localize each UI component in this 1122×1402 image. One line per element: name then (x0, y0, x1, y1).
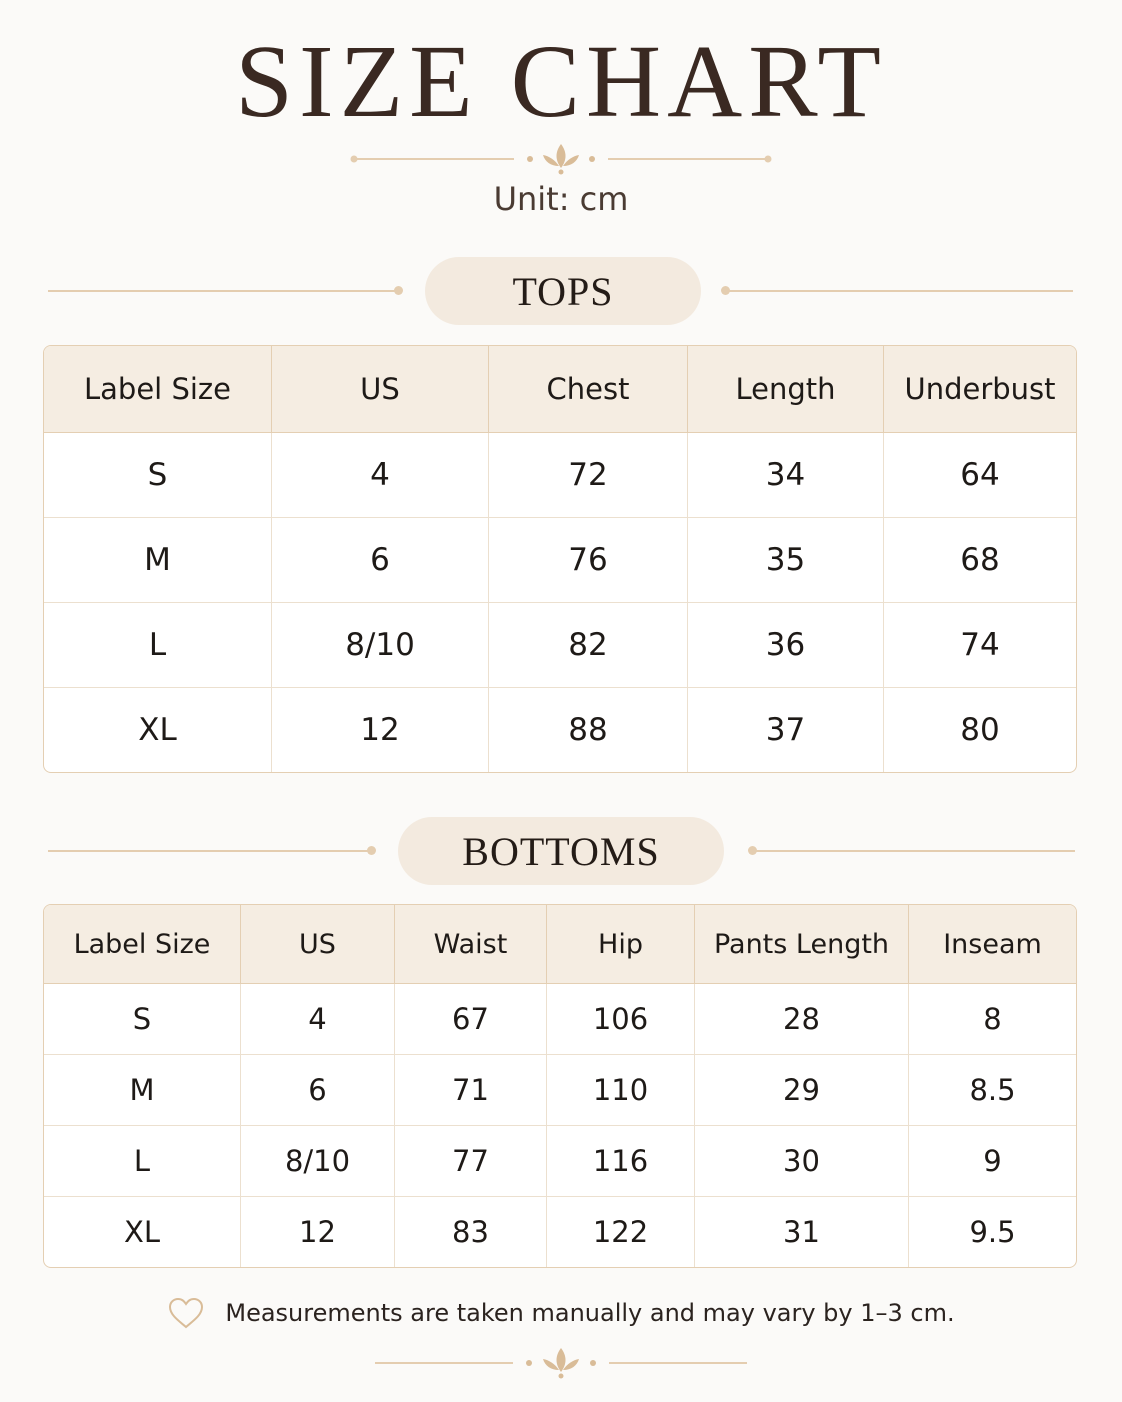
bottoms-heading: BOTTOMS (398, 817, 724, 885)
column-header: Waist (395, 905, 547, 984)
divider-dot (394, 286, 403, 295)
table-cell: 6 (272, 518, 489, 603)
tops-size-table (43, 345, 1077, 773)
table-cell: 122 (547, 1197, 695, 1267)
flourish-icon (371, 1346, 751, 1380)
table-row (44, 1126, 1076, 1197)
table-cell: 4 (241, 984, 395, 1055)
table-cell: 80 (960, 712, 1000, 748)
table-row (44, 1055, 1076, 1126)
divider-dot (367, 846, 376, 855)
table-cell: 8/10 (241, 1126, 395, 1197)
table-cell: 74 (884, 603, 1076, 688)
bottoms-size-table (43, 904, 1077, 1268)
table-cell: 8/10 (272, 603, 489, 688)
table-cell: 71 (395, 1055, 547, 1126)
table-header-row (44, 346, 1076, 433)
flourish-icon (346, 142, 776, 176)
table-row (44, 603, 1076, 688)
table-cell: 4 (272, 433, 489, 518)
divider-line (48, 850, 370, 852)
table-cell: XL (44, 1197, 241, 1267)
table-cell: 8.5 (909, 1055, 1076, 1126)
table-cell: 12 (272, 688, 489, 772)
table-cell: 83 (395, 1197, 547, 1267)
table-cell: XL (44, 688, 272, 772)
column-header: Inseam (909, 905, 1076, 984)
bottom-ornament-divider (0, 1346, 1122, 1380)
table-cell: 88 (489, 688, 688, 772)
column-header: Pants Length (695, 905, 909, 984)
divider-line (753, 850, 1075, 852)
page-title: SIZE CHART (235, 24, 887, 139)
table-cell: 36 (688, 603, 884, 688)
bottoms-section-heading (0, 817, 1122, 885)
table-header-row (44, 905, 1076, 984)
table-cell: 67 (395, 984, 547, 1055)
table-cell: 34 (688, 433, 884, 518)
table-cell: 72 (489, 433, 688, 518)
table-row (44, 518, 1076, 603)
table-row (44, 688, 1076, 772)
top-ornament-divider (0, 142, 1122, 176)
table-cell: 82 (489, 603, 688, 688)
heart-outline-icon (167, 1296, 205, 1330)
table-cell: 8 (909, 984, 1076, 1055)
divider-line (726, 290, 1073, 292)
table-cell: 76 (489, 518, 688, 603)
column-header: US (241, 905, 395, 984)
column-header: US (272, 346, 489, 433)
table-cell: 116 (547, 1126, 695, 1197)
table-cell: 31 (695, 1197, 909, 1267)
table-cell: 30 (695, 1126, 909, 1197)
table-cell: 68 (884, 518, 1076, 603)
table-cell: 28 (695, 984, 909, 1055)
table-cell: L (44, 1126, 241, 1197)
table-cell: L (44, 603, 272, 688)
table-cell: M (44, 1055, 241, 1126)
note-text: Measurements are taken manually and may vary by 1–3 cm. (225, 1299, 955, 1327)
table-cell: 77 (395, 1126, 547, 1197)
table-cell: 110 (547, 1055, 695, 1126)
table-cell: 9 (909, 1126, 1076, 1197)
tops-section-heading (0, 257, 1122, 325)
table-row (44, 433, 1076, 518)
table-cell: M (44, 518, 272, 603)
column-header: Label Size (44, 905, 241, 984)
table-cell: 35 (688, 518, 884, 603)
table-cell: 12 (241, 1197, 395, 1267)
table-cell: 29 (695, 1055, 909, 1126)
column-header: Label Size (44, 346, 272, 433)
divider-line (48, 290, 398, 292)
table-cell: 9.5 (969, 1215, 1016, 1249)
table-cell: S (44, 984, 241, 1055)
table-cell: 64 (884, 433, 1076, 518)
column-header: Chest (489, 346, 688, 433)
table-cell: 37 (688, 688, 884, 772)
tops-heading: TOPS (425, 257, 701, 325)
unit-label: Unit: cm (493, 180, 629, 218)
table-row (44, 984, 1076, 1055)
column-header: Underbust (884, 346, 1076, 433)
table-cell: 106 (547, 984, 695, 1055)
column-header: Length (688, 346, 884, 433)
column-header: Hip (547, 905, 695, 984)
table-cell: 6 (241, 1055, 395, 1126)
table-row (44, 1197, 1076, 1267)
table-cell: S (44, 433, 272, 518)
measurement-note (0, 1296, 1122, 1330)
